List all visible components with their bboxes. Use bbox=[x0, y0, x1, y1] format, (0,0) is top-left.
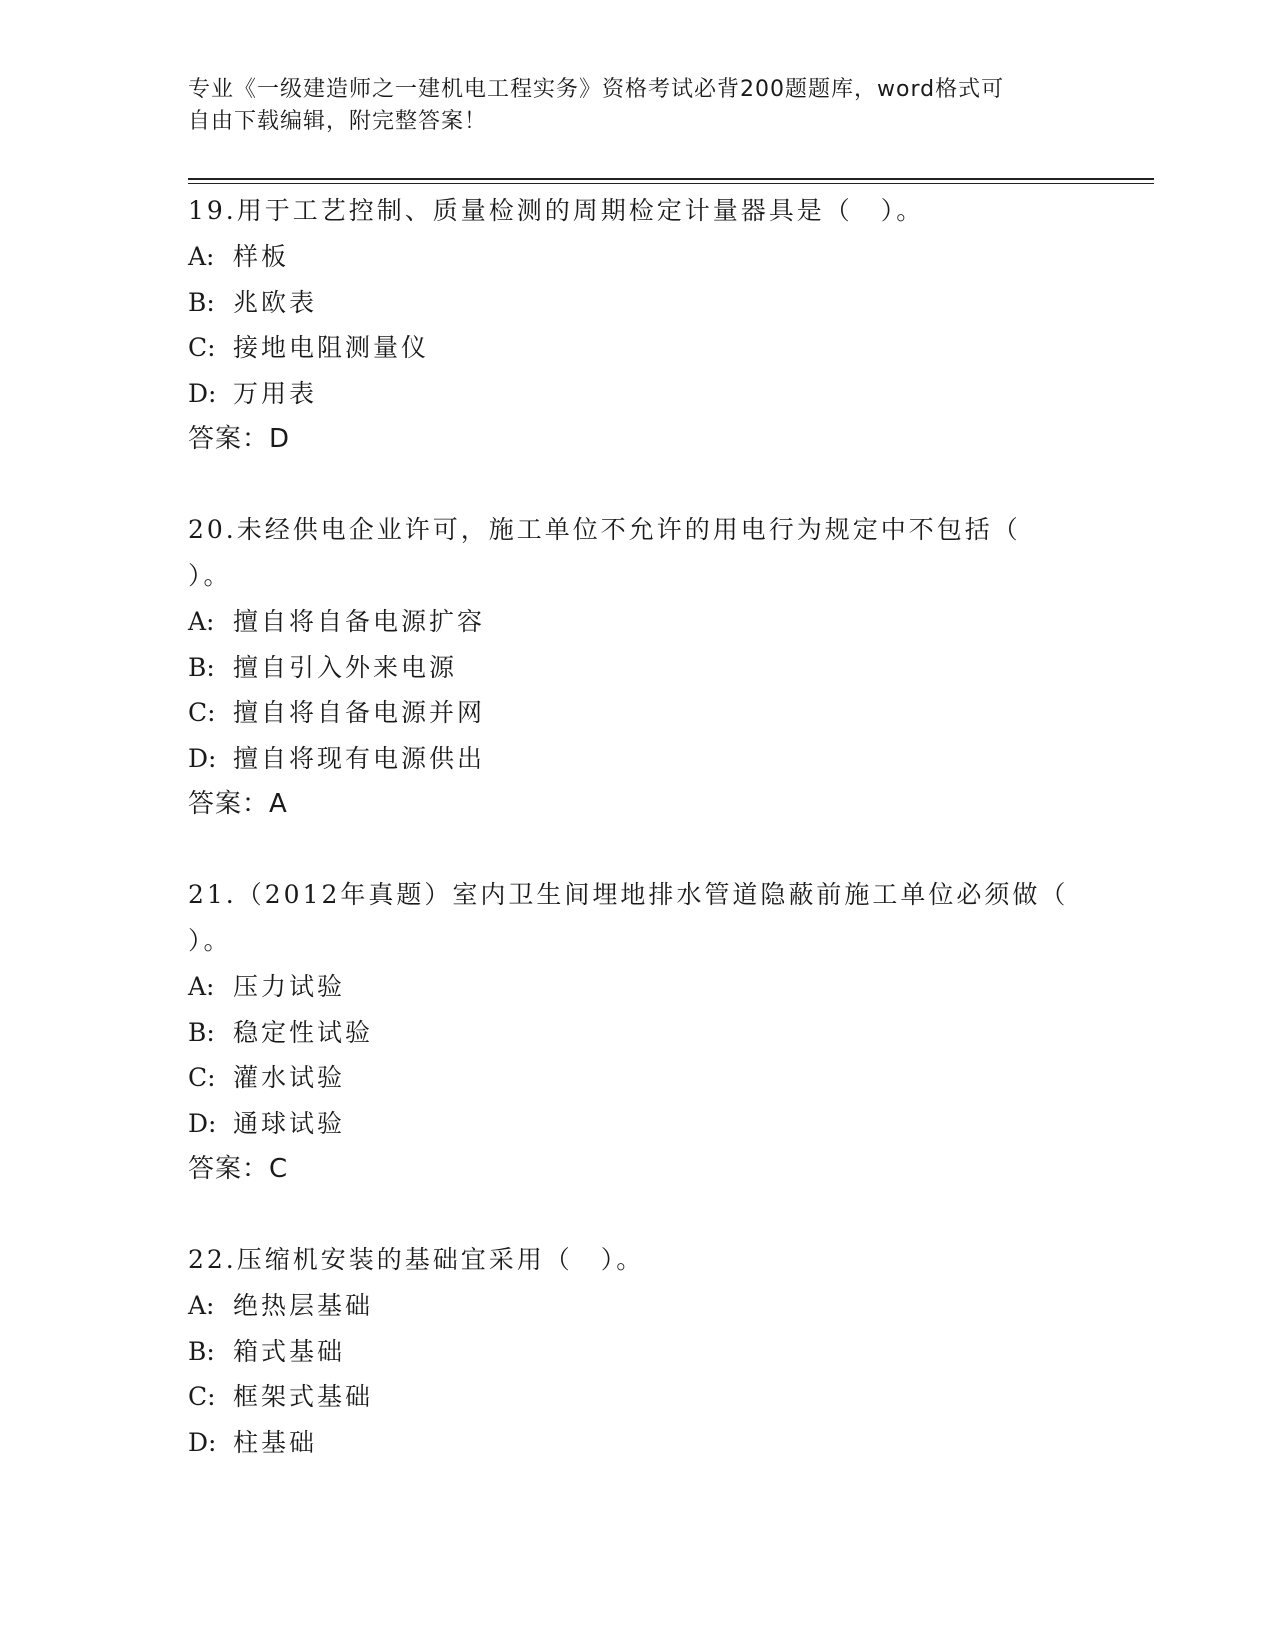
question-stem: 21.（2012年真题）室内卫生间埋地排水管道隐蔽前施工单位必须做（ bbox=[188, 880, 1069, 909]
header-divider-thick bbox=[188, 178, 1154, 180]
option-a bbox=[188, 599, 1088, 645]
option-text: 擅自将现有电源供出 bbox=[233, 743, 486, 773]
question-20 bbox=[188, 507, 1088, 827]
option-key: C: bbox=[188, 1382, 216, 1411]
option-b bbox=[188, 1010, 1088, 1056]
option-text: 样板 bbox=[233, 242, 290, 271]
question-stem-continued: ）。 bbox=[188, 561, 232, 590]
option-text: 灌水试验 bbox=[233, 1063, 346, 1092]
answer-line: 答案：D bbox=[188, 424, 291, 454]
header-line-1: 专业《一级建造师之一建机电工程实务》资格考试必背200题题库，word格式可 bbox=[188, 77, 1005, 102]
answer-line: 答案：A bbox=[188, 789, 288, 819]
question-22 bbox=[188, 1237, 1088, 1465]
option-key: A: bbox=[188, 242, 215, 271]
option-text: 压力试验 bbox=[233, 972, 346, 1001]
question-stem: 20.未经供电企业许可，施工单位不允许的用电行为规定中不包括（ bbox=[188, 515, 1021, 544]
question-stem: 19.用于工艺控制、质量检测的周期检定计量器具是（ ）。 bbox=[188, 196, 925, 225]
option-text: 通球试验 bbox=[233, 1108, 346, 1138]
option-text: 擅自将自备电源并网 bbox=[233, 698, 486, 727]
option-b bbox=[188, 645, 1088, 691]
option-text: 箱式基础 bbox=[233, 1336, 346, 1366]
option-key: C: bbox=[188, 1063, 216, 1092]
option-c bbox=[188, 1055, 1088, 1101]
option-text: 擅自将自备电源扩容 bbox=[233, 607, 486, 636]
option-key: D: bbox=[188, 378, 217, 408]
option-key: C: bbox=[188, 333, 216, 362]
option-d bbox=[188, 736, 1088, 782]
option-key: A: bbox=[188, 607, 215, 636]
option-d bbox=[188, 1101, 1088, 1147]
option-c bbox=[188, 1374, 1088, 1420]
option-text: 绝热层基础 bbox=[233, 1291, 374, 1320]
option-text: 框架式基础 bbox=[233, 1382, 374, 1411]
question-stem-continued: ）。 bbox=[188, 926, 232, 955]
question-list bbox=[188, 188, 1088, 1510]
option-d bbox=[188, 1420, 1088, 1466]
header-line-2: 自由下载编辑，附完整答案！ bbox=[188, 109, 488, 134]
option-key: A: bbox=[188, 1291, 215, 1320]
option-key: D: bbox=[188, 743, 217, 773]
document-header bbox=[188, 74, 1068, 138]
option-text: 柱基础 bbox=[233, 1427, 318, 1457]
option-text: 万用表 bbox=[233, 378, 318, 408]
question-21 bbox=[188, 872, 1088, 1192]
option-key: B: bbox=[188, 652, 215, 682]
answer-line: 答案：C bbox=[188, 1154, 289, 1184]
option-key: A: bbox=[188, 972, 215, 1001]
option-c bbox=[188, 690, 1088, 736]
option-key: B: bbox=[188, 1017, 215, 1047]
option-text: 擅自引入外来电源 bbox=[233, 652, 458, 682]
option-c bbox=[188, 325, 1088, 371]
option-text: 兆欧表 bbox=[233, 287, 318, 317]
option-key: C: bbox=[188, 698, 216, 727]
option-key: D: bbox=[188, 1108, 217, 1138]
option-a bbox=[188, 234, 1088, 280]
header-divider-thin bbox=[188, 183, 1154, 184]
option-key: B: bbox=[188, 1336, 215, 1366]
option-text: 稳定性试验 bbox=[233, 1017, 374, 1047]
option-key: B: bbox=[188, 287, 215, 317]
option-b bbox=[188, 280, 1088, 326]
option-d bbox=[188, 371, 1088, 417]
option-text: 接地电阻测量仪 bbox=[233, 333, 430, 362]
question-stem: 22.压缩机安装的基础宜采用（ ）。 bbox=[188, 1245, 645, 1274]
option-a bbox=[188, 1283, 1088, 1329]
question-19 bbox=[188, 188, 1088, 462]
option-a bbox=[188, 964, 1088, 1010]
option-key: D: bbox=[188, 1427, 217, 1457]
option-b bbox=[188, 1329, 1088, 1375]
